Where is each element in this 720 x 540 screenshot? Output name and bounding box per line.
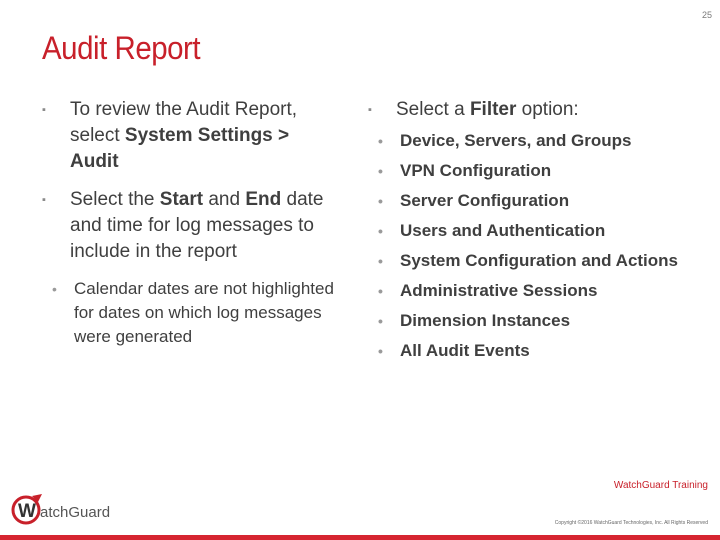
round-bullet-icon: • <box>378 253 383 269</box>
right-column <box>368 97 698 369</box>
round-bullet-icon: • <box>378 133 383 149</box>
round-bullet-icon: • <box>52 281 57 297</box>
filter-option: • Users and Authentication <box>368 219 698 243</box>
bullet-text: To review the Audit Report, select <box>70 99 298 146</box>
footer-copyright: Copyright ©2016 WatchGuard Technologies, Inc. All Rights Reserved <box>554 520 708 526</box>
filter-option: • All Audit Events <box>368 339 698 363</box>
round-bullet-icon: • <box>378 313 383 329</box>
bullet-select-filter <box>368 97 698 123</box>
watchguard-logo <box>10 492 130 528</box>
bullet-text: Select the <box>70 189 160 210</box>
bullet-text: and <box>203 189 246 210</box>
bullet-select-dates <box>42 187 342 265</box>
svg-text:W: W <box>18 501 36 522</box>
left-column <box>42 97 342 349</box>
round-bullet-icon: • <box>378 193 383 209</box>
bullet-bold-text: System Settings > Audit <box>70 125 290 172</box>
filter-option: • Device, Servers, and Groups <box>368 129 698 153</box>
round-bullet-icon: • <box>378 223 383 239</box>
bullet-bold-end: End <box>245 189 282 210</box>
filter-option: • VPN Configuration <box>368 159 698 183</box>
bullet-bold-start: Start <box>159 189 204 210</box>
sub-bullet-calendar-note <box>42 277 342 349</box>
svg-text:atchGuard: atchGuard <box>40 504 111 521</box>
round-bullet-icon: • <box>378 343 383 359</box>
filter-option: • System Configuration and Actions <box>368 249 698 273</box>
square-bullet-icon: ▪ <box>42 104 46 116</box>
filter-option: • Server Configuration <box>368 189 698 213</box>
footer-training: WatchGuard Training <box>613 480 708 491</box>
sub-bullet-text: Calendar dates are not highlighted for dates on which log messages were generated <box>74 279 334 346</box>
bullet-text: date and time for log messages to include in the report <box>70 189 324 262</box>
bullet-text: Select a <box>396 99 470 120</box>
page-number: 25 <box>701 10 712 20</box>
square-bullet-icon: ▪ <box>42 194 46 206</box>
footer-accent-bar <box>0 535 720 540</box>
square-bullet-icon: ▪ <box>368 104 372 116</box>
filter-option: • Dimension Instances <box>368 309 698 333</box>
round-bullet-icon: • <box>378 163 383 179</box>
slide-title: Audit Report <box>42 30 201 66</box>
bullet-review-audit <box>42 97 342 175</box>
round-bullet-icon: • <box>378 283 383 299</box>
bullet-text: option: <box>516 99 579 120</box>
filter-option: • Administrative Sessions <box>368 279 698 303</box>
bullet-bold-filter: Filter <box>469 99 517 120</box>
